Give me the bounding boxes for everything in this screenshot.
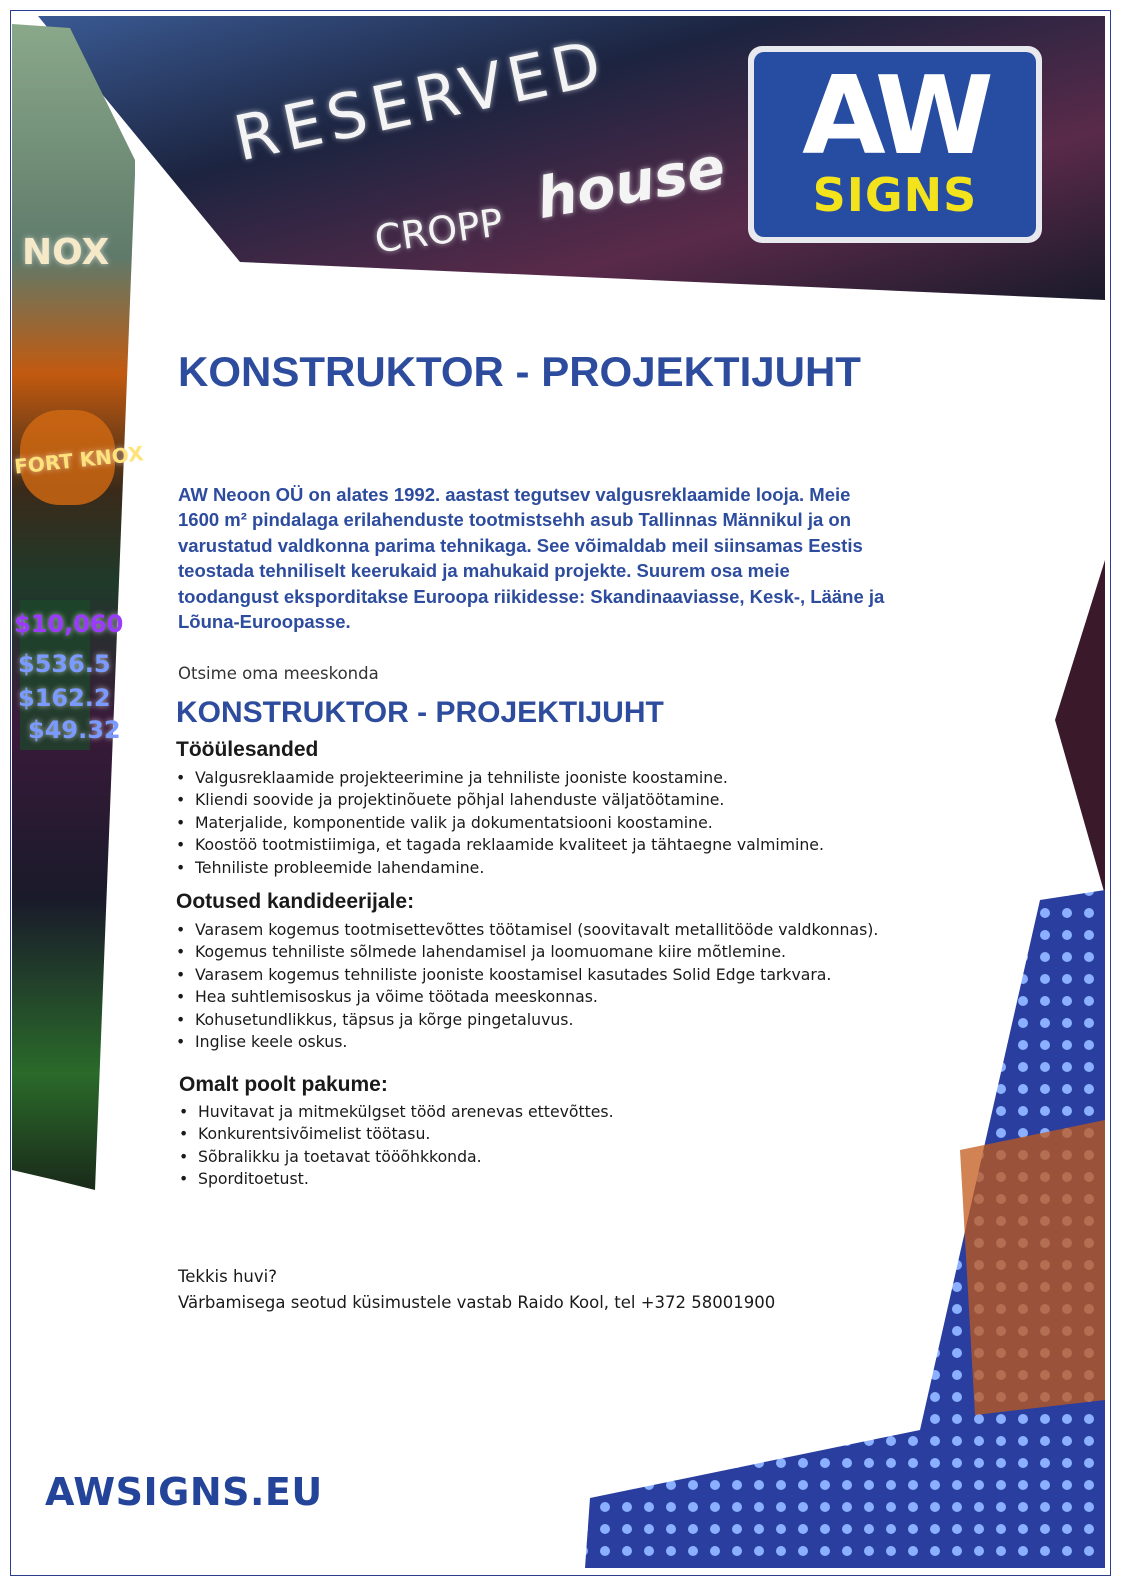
bullet-icon: • bbox=[176, 942, 186, 962]
bullet-icon: • bbox=[176, 987, 186, 1007]
intro-line: Lõuna-Euroopasse. bbox=[178, 611, 351, 633]
list-item: • Tehniliste probleemide lahendamine. bbox=[176, 857, 824, 879]
intro-line: teostada tehniliselt keerukaid ja mahukaid projekte. Suurem osa meie bbox=[178, 560, 790, 582]
section-heading-offer: Omalt poolt pakume: bbox=[179, 1073, 388, 1096]
contact-details: Värbamisega seotud küsimustele vastab Raido Kool, tel +372 58001900 bbox=[178, 1293, 776, 1312]
sign-jackpot-3: $162.2 bbox=[18, 684, 111, 712]
list-item: • Konkurentsivõimelist töötasu. bbox=[179, 1123, 614, 1145]
bullet-icon: • bbox=[176, 1009, 186, 1029]
bullet-icon: • bbox=[176, 812, 186, 832]
intro-line: 1600 m² pindalaga erilahenduste tootmistsehh asub Tallinnas Männikul ja on bbox=[178, 509, 851, 531]
contact-question: Tekkis huvi? bbox=[178, 1267, 277, 1286]
sign-house: house bbox=[532, 135, 730, 233]
right-photo-upper bbox=[1055, 560, 1105, 895]
website-link[interactable]: AWSIGNS.EU bbox=[45, 1470, 323, 1514]
bullet-icon: • bbox=[176, 790, 186, 810]
bullet-icon: • bbox=[179, 1169, 189, 1189]
intro-line: varustatud valdkonna parima tehnikaga. See võimaldab meil siinsamas Eestis bbox=[178, 534, 863, 556]
expectations-list bbox=[176, 919, 878, 1053]
lead-text: Otsime oma meeskonda bbox=[178, 664, 379, 683]
list-item: • Varasem kogemus tehniliste jooniste koostamisel kasutades Solid Edge tarkvara. bbox=[176, 964, 878, 986]
sign-cropp: CROPP bbox=[372, 200, 506, 262]
bullet-icon: • bbox=[176, 835, 186, 855]
list-item: • Inglise keele oskus. bbox=[176, 1031, 878, 1053]
sign-fort-knox: FORT KNOX bbox=[13, 441, 145, 479]
list-item: • Materjalide, komponentide valik ja dokumentatsiooni koostamine. bbox=[176, 812, 824, 834]
sign-jackpot-4: $49.32 bbox=[28, 716, 121, 744]
bullet-icon: • bbox=[176, 1032, 186, 1052]
sign-jackpot-2: $536.5 bbox=[18, 650, 111, 678]
company-intro bbox=[178, 482, 978, 634]
bullet-icon: • bbox=[176, 920, 186, 939]
bullet-icon: • bbox=[176, 964, 186, 984]
section-heading-tasks: Tööülesanded bbox=[176, 738, 319, 761]
contact-info bbox=[178, 1264, 775, 1316]
list-item: • Koostöö tootmistiimiga, et tagada reklaamide kvaliteet ja tähtaegne valmimine. bbox=[176, 834, 824, 856]
list-item: • Kogemus tehniliste sõlmede lahendamisel ja loomuomane kiire mõtlemine. bbox=[176, 941, 878, 963]
sign-jackpot-1: $10,060 bbox=[14, 610, 124, 638]
list-item: • Sõbralikku ja toetavat tööõhkkonda. bbox=[179, 1146, 614, 1168]
list-item: • Varasem kogemus tootmisettevõttes töötamisel (soovitavalt metallitööde valdkonnas). bbox=[176, 919, 878, 941]
sign-reserved: RESERVED bbox=[228, 25, 613, 176]
page-title: KONSTRUKTOR - PROJEKTIJUHT bbox=[178, 348, 861, 395]
bullet-icon: • bbox=[179, 1146, 189, 1166]
list-item: • Kohusetundlikkus, täpsus ja kõrge pingetaluvus. bbox=[176, 1009, 878, 1031]
intro-line: AW Neoon OÜ on alates 1992. aastast tegutsev valgusreklaamide looja. Meie bbox=[178, 484, 851, 505]
list-item: • Sporditoetust. bbox=[179, 1168, 614, 1190]
logo-signs-text: SIGNS bbox=[812, 168, 978, 222]
bullet-icon: • bbox=[179, 1102, 189, 1121]
list-item: • Hea suhtlemisoskus ja võime töötada meeskonnas. bbox=[176, 986, 878, 1008]
list-item: • Kliendi soovide ja projektinõuete põhjal lahenduste väljatöötamine. bbox=[176, 789, 824, 811]
bullet-icon: • bbox=[176, 768, 186, 787]
bullet-icon: • bbox=[179, 1124, 189, 1144]
offer-list bbox=[179, 1101, 614, 1191]
list-item: • Huvitavat ja mitmekülgset tööd arenevas ettevõttes. bbox=[179, 1101, 614, 1123]
logo-aw-text: AW bbox=[802, 54, 988, 179]
intro-line: toodangust eksporditakse Euroopa riikidesse: Skandinaaviasse, Kesk-, Lääne ja bbox=[178, 585, 885, 607]
aw-signs-logo bbox=[748, 46, 1042, 243]
section-heading-expectations: Ootused kandideerijale: bbox=[176, 890, 415, 913]
position-title: KONSTRUKTOR - PROJEKTIJUHT bbox=[176, 696, 664, 729]
sign-nox: NOX bbox=[22, 232, 110, 273]
tasks-list bbox=[176, 767, 824, 879]
bullet-icon: • bbox=[176, 857, 186, 877]
list-item: • Valgusreklaamide projekteerimine ja tehniliste jooniste koostamine. bbox=[176, 767, 824, 789]
